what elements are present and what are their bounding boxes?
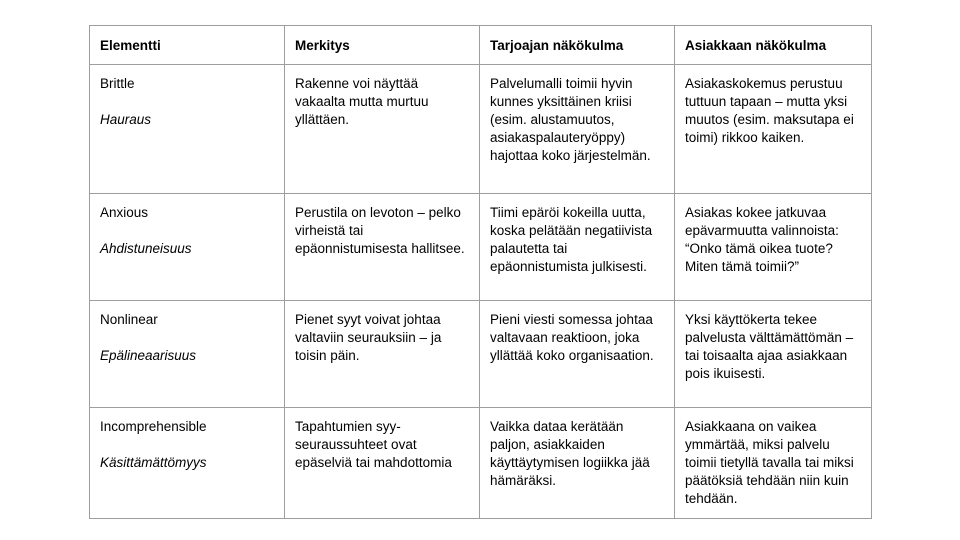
cell-customer-view: Asiakaskokemus perustuu tuttuun tapaan – mutta yksi muutos (esim. maksutapa ei toimi) rikkoo kaiken. [675,65,872,194]
cell-customer-view: Yksi käyttökerta tekee palvelusta välttämättömän – tai toisaalta ajaa asiakkaan pois ikuisesti. [675,301,872,408]
cell-meaning: Rakenne voi näyttää vakaalta mutta murtuu yllättäen. [285,65,480,194]
cell-customer-view: Asiakkaana on vaikea ymmärtää, miksi palvelu toimii tietyllä tavalla tai miksi päätöksiä tehdään niin kuin tehdään. [675,408,872,519]
term-en: Anxious [100,205,149,220]
cell-provider-view: Pieni viesti somessa johtaa valtavaan reaktioon, joka yllättää koko organisaation. [480,301,675,408]
term-fi: Epälineaarisuus [100,348,197,363]
cell-customer-view: Asiakas kokee jatkuvaa epävarmuutta valinnoista: “Onko tämä oikea tuote? Miten tämä toimii?” [675,194,872,301]
cell-meaning: Pienet syyt voivat johtaa valtaviin seurauksiin – ja toisin päin. [285,301,480,408]
header-customer-view: Asiakkaan näkökulma [675,26,872,65]
bani-table [89,25,872,519]
table-row [90,65,872,194]
cell-provider-view: Palvelumalli toimii hyvin kunnes yksittäinen kriisi (esim. alustamuutos, asiakaspalauteryöppy) hajottaa koko järjestelmän. [480,65,675,194]
cell-provider-view: Vaikka dataa kerätään paljon, asiakkaiden käyttäytymisen logiikka jää hämäräksi. [480,408,675,519]
table-row [90,408,872,519]
term-fi: Hauraus [100,112,152,127]
cell-element [90,301,285,408]
cell-element [90,194,285,301]
term-en: Nonlinear [100,312,158,327]
header-provider-view: Tarjoajan näkökulma [480,26,675,65]
cell-element [90,65,285,194]
cell-meaning: Tapahtumien syy-seuraussuhteet ovat epäselviä tai mahdottomia [285,408,480,519]
header-row [90,26,872,65]
term-en: Incomprehensible [100,419,207,434]
table-row [90,301,872,408]
header-meaning: Merkitys [285,26,480,65]
cell-element [90,408,285,519]
cell-provider-view: Tiimi epäröi kokeilla uutta, koska pelätään negatiivista palautetta tai epäonnistumista julkisesti. [480,194,675,301]
cell-meaning: Perustila on levoton – pelko virheistä tai epäonnistumisesta hallitsee. [285,194,480,301]
term-fi: Ahdistuneisuus [100,241,192,256]
term-en: Brittle [100,76,135,91]
term-fi: Käsittämättömyys [100,455,207,470]
table-row [90,194,872,301]
header-element: Elementti [90,26,285,65]
